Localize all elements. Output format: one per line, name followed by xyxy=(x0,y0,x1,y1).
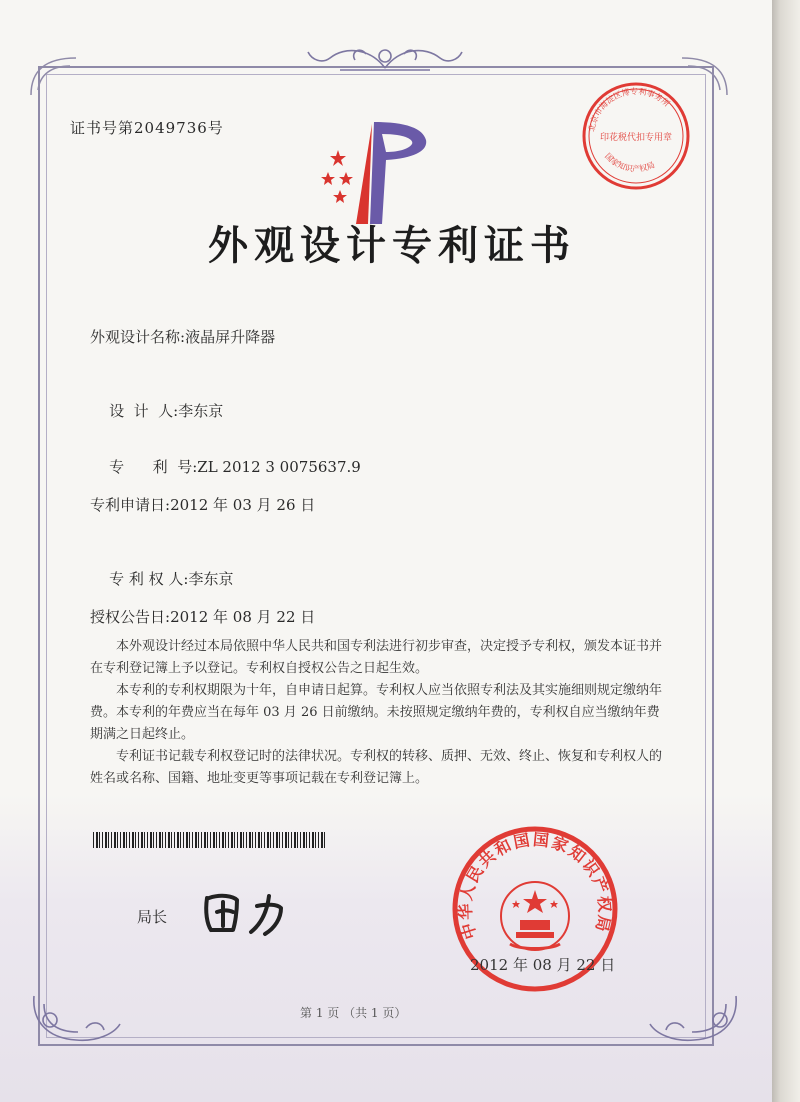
director-label: 局长 xyxy=(137,908,168,926)
field-label: 专 利 号: xyxy=(109,458,198,476)
small-seal-center-text: 印花税代扣专用章 xyxy=(599,133,673,143)
field-value: 2012 年 08 月 22 日 xyxy=(170,608,316,626)
field-design-name xyxy=(90,326,275,347)
paragraph-grant: 本外观设计经过本局依照中华人民共和国专利法进行初步审查，决定授予专利权，颁发本证书并在专利登记簿上予以登记。专利权自授权公告之日起生效。 xyxy=(90,639,663,676)
field-designer xyxy=(90,382,223,439)
corner-ornament-tl xyxy=(26,50,86,100)
paragraph-term: 本专利的专利权期限为十年，自申请日起算。专利权人应当依照专利法及其实施细则规定缴纳年费。本专利的年费应当在每年 03 月 26 日前缴纳。未按照规定缴纳年费的，专利权自应当缴纳年费期满之日起终止。 xyxy=(90,683,663,742)
field-value: ZL 2012 3 0075637.9 xyxy=(197,458,361,476)
certificate-number: 证书号第2049736号 xyxy=(70,119,224,137)
corner-ornament-br xyxy=(644,990,744,1050)
field-label: 授权公告日: xyxy=(90,608,171,626)
field-value: 液晶屏升降器 xyxy=(185,328,276,346)
page-number: 第 1 页 （共 1 页） xyxy=(300,1006,407,1020)
scan-edge xyxy=(772,0,800,1102)
svg-text:国家知识产权局 xyxy=(603,152,656,174)
top-ornament xyxy=(300,38,470,78)
national-emblem xyxy=(501,882,569,950)
seal-date: 2012 年 08 月 22 日 xyxy=(470,956,616,974)
field-label: 专利申请日: xyxy=(90,496,171,514)
field-patent-number xyxy=(90,438,361,495)
field-value: 2012 年 03 月 26 日 xyxy=(170,496,316,514)
certificate-title: 外观设计专利证书 xyxy=(208,222,576,269)
field-application-date xyxy=(90,494,315,515)
corner-ornament-bl xyxy=(26,990,126,1050)
tax-stamp-seal xyxy=(580,80,692,192)
body-text xyxy=(90,636,665,790)
official-seal-text: 中华人民共和国国家知识产权局 xyxy=(455,829,615,942)
field-label: 外观设计名称: xyxy=(90,328,186,346)
field-grant-date xyxy=(90,606,315,627)
small-seal-top-text: 北京市海淀区博专利事务所 xyxy=(587,86,672,133)
director-signature xyxy=(195,876,365,946)
field-patentee xyxy=(90,550,233,607)
barcode xyxy=(93,832,325,848)
field-label: 专 利 权 人: xyxy=(109,570,189,588)
field-label: 设 计 人: xyxy=(109,402,179,420)
small-seal-bottom-text: 国家知识产权局 xyxy=(603,151,657,174)
field-value: 李东京 xyxy=(178,402,224,420)
paragraph-record: 专利证书记载专利权登记时的法律状况。专利权的转移、质押、无效、终止、恢复和专利权人的姓名或名称、国籍、地址变更等事项记载在专利登记簿上。 xyxy=(90,749,663,786)
field-value: 李东京 xyxy=(188,570,234,588)
svg-text:北京市海淀区博专利事务所 xyxy=(586,86,672,132)
